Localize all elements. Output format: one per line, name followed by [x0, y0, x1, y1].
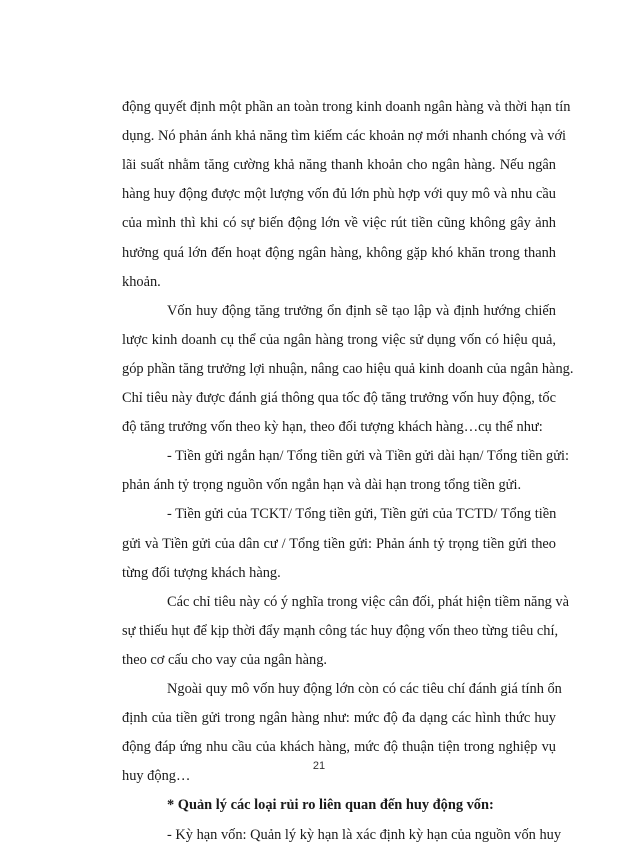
text-line: Chỉ tiêu này được đánh giá thông qua tốc độ tăng trưởng vốn huy động, tốc — [122, 390, 556, 406]
text-line: gửi và Tiền gửi của dân cư / Tổng tiền gửi: Phản ánh tỷ trọng tiền gửi theo — [122, 536, 556, 552]
text-line: - Tiền gửi ngắn hạn/ Tổng tiền gửi và Tiền gửi dài hạn/ Tổng tiền gửi: — [167, 448, 570, 464]
text-line: độ tăng trưởng vốn theo kỳ hạn, theo đối tượng khách hàng…cụ thể như: — [122, 419, 543, 435]
text-line: hưởng quá lớn đến hoạt động ngân hàng, không gặp khó khăn trong thanh — [122, 245, 556, 261]
text-line: - Tiền gửi của TCKT/ Tổng tiền gửi, Tiền gửi của TCTD/ Tổng tiền — [167, 506, 557, 522]
text-line: - Kỳ hạn vốn: Quản lý kỳ hạn là xác định kỳ hạn của nguồn vốn huy — [167, 827, 562, 843]
text-line: sự thiếu hụt để kịp thời đẩy mạnh công tác huy động vốn theo từng tiêu chí, — [122, 623, 559, 639]
text-line: dụng. Nó phản ánh khả năng tìm kiếm các khoản nợ mới nhanh chóng và với — [122, 128, 567, 144]
section-heading: * Quản lý các loại rủi ro liên quan đến huy động vốn: — [167, 797, 494, 813]
text-line: khoản. — [122, 274, 161, 290]
text-line: từng đối tượng khách hàng. — [122, 565, 281, 581]
text-line: Vốn huy động tăng trưởng ổn định sẽ tạo lập và định hướng chiến — [167, 303, 556, 319]
text-line: của mình thì khi có sự biến động lớn về việc rút tiền cũng không gây ảnh — [122, 215, 556, 231]
text-line: theo cơ cấu cho vay của ngân hàng. — [122, 652, 327, 668]
text-line: định của tiền gửi trong ngân hàng như: mức độ đa dạng các hình thức huy — [122, 710, 556, 726]
text-line: phản ánh tỷ trọng nguồn vốn ngắn hạn và dài hạn trong tổng tiền gửi. — [122, 477, 522, 493]
page-number: 21 — [312, 760, 326, 772]
text-line: Ngoài quy mô vốn huy động lớn còn có các tiêu chí đánh giá tính ổn — [167, 681, 562, 697]
text-line: động đáp ứng nhu cầu của khách hàng, mức độ thuận tiện trong nghiệp vụ — [122, 739, 556, 755]
text-line: góp phần tăng trưởng lợi nhuận, nâng cao hiệu quả kinh doanh của ngân hàng. — [122, 361, 574, 377]
text-line: huy động… — [122, 768, 191, 784]
text-line: lược kinh doanh cụ thể của ngân hàng trong việc sử dụng vốn có hiệu quả, — [122, 332, 556, 348]
text-line: Các chỉ tiêu này có ý nghĩa trong việc cân đối, phát hiện tiềm năng và — [167, 594, 570, 610]
text-line: hàng huy động được một lượng vốn đủ lớn phù hợp với quy mô và nhu cầu — [122, 186, 556, 202]
text-line: lãi suất nhằm tăng cường khả năng thanh khoản cho ngân hàng. Nếu ngân — [122, 157, 556, 173]
text-line: động quyết định một phần an toàn trong kinh doanh ngân hàng và thời hạn tín — [122, 99, 571, 115]
